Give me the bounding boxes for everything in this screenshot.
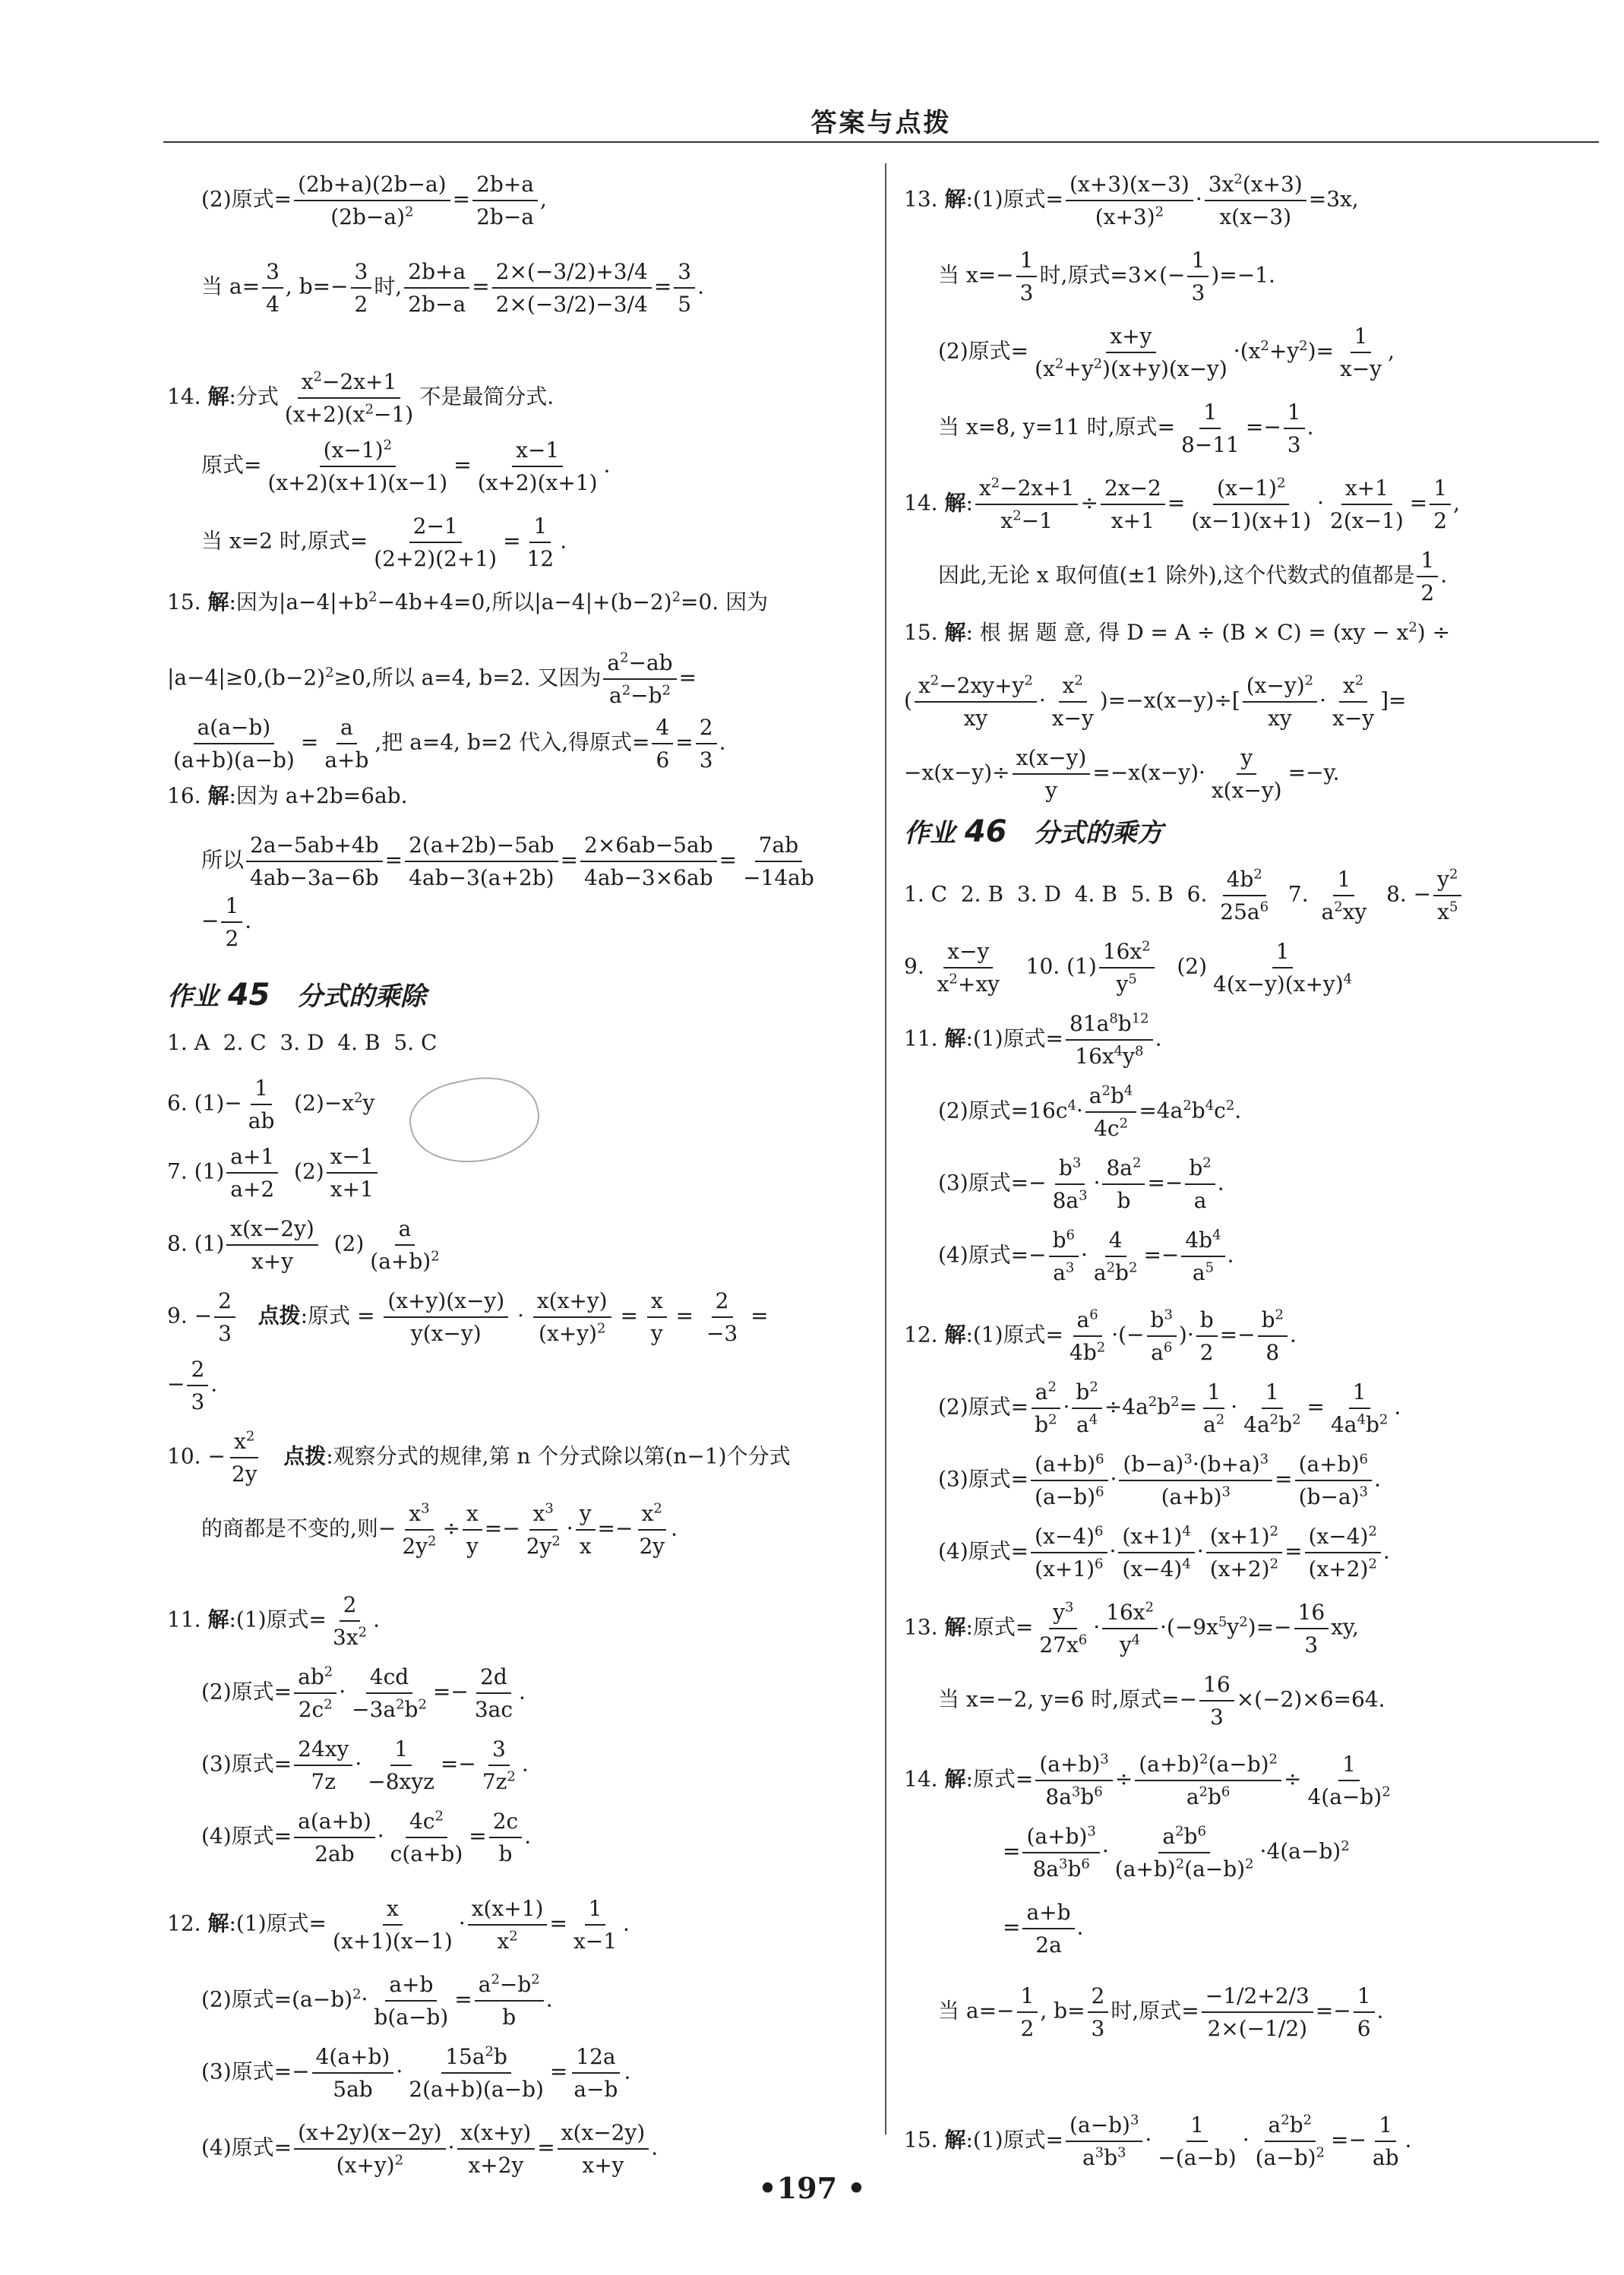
answer-line-l11: − $\frac{1}{2}$ . <box>201 893 252 951</box>
answer-line-l26: (2)原式$=(a-b)^2\cdot$ $\frac{a+b}{b(a-b)}$ = $\frac{a^2-b^2}{b}$ . <box>201 1971 553 2030</box>
answer-line-r25: = $\frac{a+b}{2a}$ . <box>1003 1900 1084 1957</box>
answer-line-l14: 6. (1)− $\frac{1}{ab}$ $(2)-x^2y$ <box>167 1076 375 1133</box>
answer-line-r3: (2)原式= $\frac{x+y}{(x^2+y^2)(x+y)(x-y)}$ $\cdot(x^2+y^2)=$ $\frac{1}{x-y}$ , <box>938 324 1395 381</box>
answer-line-l10: 所以 $\frac{2a-5ab+4b}{4ab-3a-6b}$ = $\frac{2(a+2b)-5ab}{4ab-3(a+2b)}$ = $\frac{2\times 6ab-5ab}{4ab-3\times 6ab}$ = $\frac{7ab}{-14ab}$ <box>201 833 814 890</box>
answer-line-r4: 当 x=8, y=11 时,原式= $\frac{1}{8-11}$ =− $\frac{1}{3}$ . <box>938 400 1314 457</box>
answer-line-r14: (2)原式$=16c^4\cdot$ $\frac{a^2b^4}{4c^2}$ $=4a^2b^4c^2$. <box>938 1082 1242 1141</box>
answer-line-l7: $|a-4|\ge 0,(b-2)^2\ge 0$,所以 a=4, b=2. 又因为 $\frac{a^2-ab}{a^2-b^2}$ = <box>167 649 697 708</box>
page-header <box>163 96 1599 143</box>
answer-line-l15: 7. (1) $\frac{a+1}{a+2}$ (2) $\frac{x-1}{x+1}$ <box>167 1143 380 1202</box>
answer-line-l3: 14. 解:分式 $\frac{x^2-2x+1}{(x+2)(x^2-1)}$ 不是最简分式. <box>167 368 554 427</box>
answer-line-l22: (2)原式= $\frac{ab^2}{2c^2}$ · $\frac{4cd}{-3a^2b^2}$ =− $\frac{2d}{3ac}$ . <box>201 1664 526 1722</box>
answer-line-l9: 16. 解:因为 a+2b=6ab. <box>167 783 408 808</box>
answer-line-l21: 11. 解:(1)原式= $\frac{2}{3x^2}$ . <box>167 1592 380 1650</box>
answer-line-r13: 11. 解:(1)原式= $\frac{81a^8b^{12}}{16x^4y^8}$ . <box>904 1010 1162 1069</box>
answer-line-r20: (4)原式= $\frac{(x-4)^6}{(x+1)^6}$ · $\frac{(x+1)^4}{(x-4)^4}$ · $\frac{(x+1)^2}{(x+2)^2}$ = $\frac{(x-4)^2}{(x+2)^2}$ . <box>938 1523 1390 1581</box>
answer-line-r23: 14. 解:原式= $\frac{(a+b)^3}{8a^3b^6}$ ÷ $\frac{(a+b)^2(a-b)^2}{a^2b^6}$ ÷ $\frac{1}{4(a-b)^2}$ <box>904 1751 1391 1809</box>
answer-line-l6: 15. 解:因为$|a-4|+b^2-4b+4=0$,所以$|a-4|+(b-2)^2=0$. 因为 <box>167 589 769 615</box>
answer-line-r15: (3)原式=− $\frac{b^3}{8a^3}$ · $\frac{8a^2}{b}$ =− $\frac{b^2}{a}$ . <box>938 1155 1224 1213</box>
answer-line-r22: 当 x=−2, y=6 时,原式=− $\frac{16}{3}$ ×(−2)×6=64. <box>938 1672 1385 1730</box>
answer-line-r7: 15. 解: 根 据 题 意, 得 $D = A \div (B \times C) = (xy - x^2)$ ÷ <box>904 619 1451 645</box>
answer-line-r24: = $\frac{(a+b)^3}{8a^3b^6}$ · $\frac{a^2b^6}{(a+b)^2(a-b)^2}$ $\cdot 4(a-b)^2$ <box>1003 1823 1350 1882</box>
answer-line-l23: (3)原式= $\frac{24xy}{7z}$ · $\frac{1}{\text{−8xyz}}$ =− $\frac{3}{7z^2}$ . <box>201 1736 529 1794</box>
answer-line-r5: 14. 解: $\frac{x^2-2x+1}{x^2-1}$ ÷ $\frac{2x-2}{x+1}$ = $\frac{(x-1)^2}{(x-1)(x+1)}$ · $\frac{x+1}{2(x-1)}$ = $\frac{1}{2}$ , <box>904 475 1460 533</box>
answer-line-l1: (2)原式= $\frac{(2b+a)(2b-a)}{(2b-a)^2}$ = $\frac{2b+a}{2b-a}$ , <box>201 172 547 229</box>
answer-line-l4: 原式= $\frac{(x-1)^2}{(x+2)(x+1)(x-1)}$ = $\frac{x-1}{(x+2)(x+1)}$ . <box>201 437 611 495</box>
answer-line-r6: 因此,无论 x 取何值(±1 除外),这个代数式的值都是 $\frac{1}{2}$ . <box>938 548 1448 605</box>
answer-line-l27: (3)原式=− $\frac{4(a+b)}{5ab}$ · $\frac{15a^2b}{2(a+b)(a-b)}$ = $\frac{12a}{a-b}$ . <box>201 2043 631 2102</box>
answer-line-r8: ( $\frac{x^2-2xy+y^2}{xy}$ · $\frac{x^2}{x-y}$ )=−x(x−y)÷[ $\frac{(x-y)^2}{xy}$ · $\frac{x^2}{x-y}$ ]= <box>904 672 1407 731</box>
answer-line-r18: (2)原式= $\frac{a^2}{b^2}$ · $\frac{b^2}{a^4}$ $\div 4a^2b^2=$ $\frac{1}{a^2}$ · $\frac{1}{4a^2b^2}$ = $\frac{1}{4a^4b^2}$ . <box>938 1379 1401 1437</box>
answer-line-r2: 当 x=− $\frac{1}{3}$ 时,原式=3×(− $\frac{1}{3}$ )=−1. <box>938 248 1275 305</box>
answer-line-r11: 1. C 2. B 3. D 4. B 5. B 6. $\frac{4b^2}{25a^6}$ 7. $\frac{1}{a^2xy}$ 8. − $\frac{y^2}{x^5}$ <box>904 866 1464 925</box>
answer-line-l24: (4)原式= $\frac{a(a+b)}{2ab}$ · $\frac{4c^2}{c(a+b)}$ = $\frac{2c}{b}$ . <box>201 1808 532 1866</box>
answer-line-l2: 当 a= $\frac{3}{4}$ , b=− $\frac{3}{2}$ 时, $\frac{2b+a}{2b-a}$ = $\frac{2\times(-3/2)+3/4}{2\times(-3/2)-3/4}$ = $\frac{3}{5}$ . <box>201 259 705 317</box>
answer-line-r12: 9. $\frac{x-y}{x^2+xy}$ 10. (1) $\frac{16x^2}{y^5}$ (2) $\frac{1}{4(x-y)(x+y)^4}$ <box>904 938 1353 997</box>
answer-line-r21: 13. 解:原式= $\frac{y^3}{27x^6}$ · $\frac{16x^2}{y^4}$ $\cdot(-9x^5y^2)=-$ $\frac{16}{3}$ xy, <box>904 1599 1359 1657</box>
answer-line-l5: 当 x=2 时,原式= $\frac{2-1}{(2+2)(2+1)}$ = $\frac{1}{12}$ . <box>201 513 567 571</box>
watermark-stamp <box>403 1066 546 1175</box>
header-title: 答案与点拨 <box>810 108 952 138</box>
answer-line-l17: 9. − $\frac{2}{3}$ 点拨:原式 = $\frac{(x+y)(x-y)}{y(x-y)}$ · $\frac{x(x+y)}{(x+y)^2}$ = $\frac{x}{y}$ = $\frac{2}{-3}$ = <box>167 1288 769 1346</box>
answer-line-r9: −x(x−y)÷ $\frac{x(x-y)}{y}$ =−x(x−y)· $\frac{y}{x(x-y)}$ =−y. <box>904 745 1340 803</box>
page-number: •197 • <box>758 2171 866 2205</box>
answer-line-l25: 12. 解:(1)原式= $\frac{x}{(x+1)(x-1)}$ · $\frac{x(x+1)}{x^2}$ = $\frac{1}{x-1}$ . <box>167 1896 630 1954</box>
answer-line-r1: 13. 解:(1)原式= $\frac{(x+3)(x-3)}{(x+3)^2}$ · $\frac{3x^2(x+3)}{x(x-3)}$ =3x, <box>904 171 1359 229</box>
answer-line-l28: (4)原式= $\frac{(x+2y)(x-2y)}{(x+y)^2}$ · $\frac{x(x+y)}{x+2y}$ = $\frac{x(x-2y)}{x+y}$ . <box>201 2120 659 2178</box>
answer-line-l8: $\frac{a(a-b)}{(a+b)(a-b)}$ = $\frac{a}{a+b}$ ,把 a=4, b=2 代入,得原式= $\frac{4}{6}$ = $\frac{2}{3}$ . <box>173 715 726 773</box>
answer-line-r10: 作业 46 分式的乘方 <box>904 814 1164 849</box>
answer-line-l20: 的商都是不变的,则− $\frac{x^3}{2y^2}$ ÷ $\frac{x}{y}$ =− $\frac{x^3}{2y^2}$ · $\frac{y}{x}$ =− $\frac{x^2}{2y}$ . <box>201 1500 678 1559</box>
answer-line-r19: (3)原式= $\frac{(a+b)^6}{(a-b)^6}$ · $\frac{(b-a)^3\cdot(b+a)^3}{(a+b)^3}$ = $\frac{(a+b)^6}{(b-a)^3}$ . <box>938 1451 1381 1509</box>
answer-line-l19: 10. − $\frac{x^2}{2y}$ 点拨:观察分式的规律,第 n 个分式除以第(n−1)个分式 <box>167 1428 791 1487</box>
answer-line-l18: − $\frac{2}{3}$ . <box>167 1357 218 1414</box>
column-divider <box>885 163 886 2134</box>
answer-line-r26: 当 a=− $\frac{1}{2}$ , b= $\frac{2}{3}$ 时,原式= $\frac{-1/2+2/3}{2\times(-1/2)}$ =− $\frac{1}{6}$ . <box>938 1983 1384 2041</box>
answer-line-r17: 12. 解:(1)原式= $\frac{a^6}{4b^2}$ ·(− $\frac{b^3}{a^6}$ )· $\frac{b}{2}$ =− $\frac{b^2}{8}$ . <box>904 1307 1297 1365</box>
answer-line-r16: (4)原式=− $\frac{b^6}{a^3}$ · $\frac{4}{a^2b^2}$ =− $\frac{4b^4}{a^5}$ . <box>938 1227 1234 1285</box>
answer-line-l16: 8. (1) $\frac{x(x-2y)}{x+y}$ (2) $\frac{a}{(a+b)^2}$ <box>167 1216 440 1274</box>
answer-line-l12: 作业 45 分式的乘除 <box>167 978 427 1013</box>
answer-line-l13: 1. A 2. C 3. D 4. B 5. C <box>167 1030 438 1055</box>
answer-line-r27: 15. 解:(1)原式= $\frac{(a-b)^3}{a^3b^3}$ · $\frac{1}{-(a-b)}$ · $\frac{a^2b^2}{(a-b)^2}$ =− $\frac{1}{ab}$ . <box>904 2112 1412 2170</box>
